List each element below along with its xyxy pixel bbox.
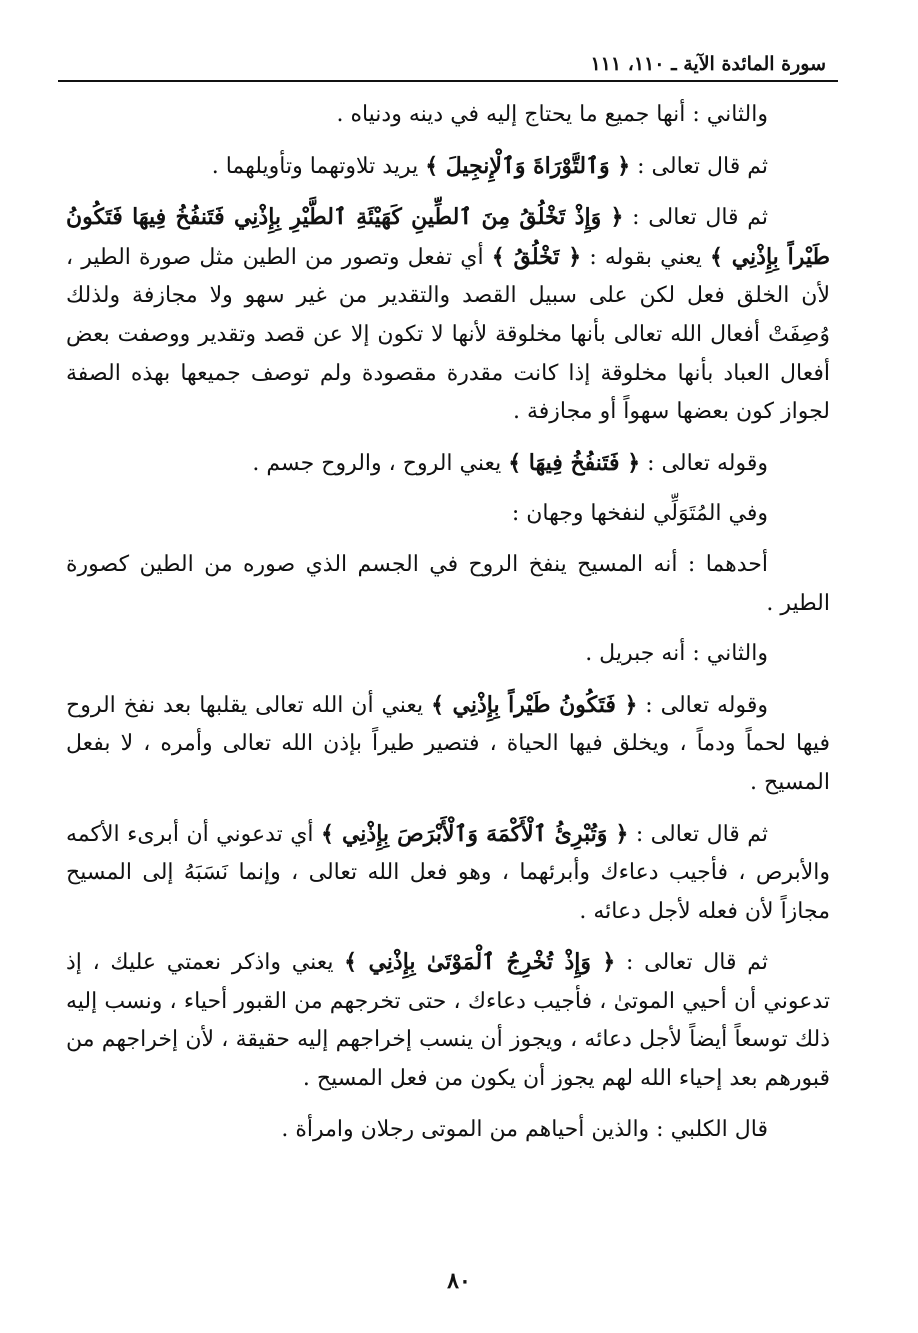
paragraph-text: وفي المُتَوَلِّي لنفخها وجهان :: [511, 501, 768, 527]
paragraph: [66, 546, 830, 623]
paragraph-text: ثم قال تعالى :: [615, 950, 768, 976]
quran-verse: ﴿ فَتَكُونُ طَيْراً بِإِذْنِي ﴾: [431, 691, 638, 718]
paragraph-text: وقوله تعالى :: [640, 450, 768, 476]
body-text: [66, 96, 830, 1161]
paragraph: [66, 1111, 830, 1150]
quran-verse: ﴿ تَخْلُقُ ﴾: [491, 243, 582, 270]
paragraph-text: يعني بقوله :: [581, 244, 710, 270]
paragraph-text: والثاني : أنه جبريل .: [585, 641, 768, 667]
paragraph-text: يعني أن الله تعالى يقلبها بعد نفخ الروح فيها لحماً ودماً ، ويخلق فيها الحياة ، فتصير طيراً بإذن الله تعالى وأمره ، لا بفعل المسيح .: [66, 692, 830, 795]
paragraph: [66, 444, 830, 484]
paragraph-text: ثم قال تعالى :: [628, 821, 768, 847]
running-header: سورة المائدة الآية ـ ١١٠، ١١١: [590, 53, 826, 75]
paragraph-text: يعني واذكر نعمتي عليك ، إذ تدعوني أن أحيي الموتىٰ ، فأجيب دعاءك ، حتى تخرجهم من القبور أحياء ، ونسب إليه ذلك توسعاً أيضاً لأجل دعائه ، ويجوز أن ينسب إخراجهم إليه حقيقة ، لأن إخراجهم من قبورهم بعد إحياء الله لهم يجوز أن يكون من فعل المسيح .: [66, 950, 830, 1092]
paragraph-text: وقوله تعالى :: [637, 692, 768, 718]
paragraph-text: أي تفعل وتصور من الطين مثل صورة الطير ، لأن الخلق فعل لكن على سبيل القصد والتقدير من غير سهو ولا مجازفة ولذلك وُصِفَتْ أفعال الله تعالى بأنها مخلوقة لأنها لا تكون إلا عن قصد وتقدير ووصفت بعض أفعال العباد بأنها مخلوقة إذا كانت مقدرة مقصودة ولم توصف جميعها بهذه الصفة لجواز كون بعضها سهواً أو مجازفة .: [66, 244, 830, 425]
paragraph: [66, 198, 830, 432]
paragraph-text: أحدهما : أنه المسيح ينفخ الروح في الجسم الذي صوره من الطين كصورة الطير .: [66, 551, 830, 616]
paragraph-text: ثم قال تعالى :: [630, 153, 768, 179]
quran-verse: ﴿ وَٱلتَّوْرَاةَ وَٱلْإِنجِيلَ ﴾: [425, 152, 631, 179]
quran-verse: ﴿ وَتُبْرِئُ ٱلْأَكْمَهَ وَٱلْأَبْرَصَ بِإِذْنِي ﴾: [320, 820, 629, 847]
paragraph: [66, 635, 830, 674]
paragraph-text: يعني الروح ، والروح جسم .: [252, 450, 509, 476]
quran-verse: ﴿ وَإِذْ تُخْرِجُ ٱلْمَوْتَىٰ بِإِذْنِي ﴾: [344, 949, 616, 976]
paragraph: [66, 686, 830, 803]
paragraph: [66, 147, 830, 187]
paragraph: [66, 943, 830, 1098]
paragraph: [66, 96, 830, 135]
paragraph: [66, 815, 830, 932]
paragraph-text: والثاني : أنها جميع ما يحتاج إليه في دينه ودنياه .: [336, 102, 768, 127]
paragraph: [66, 495, 830, 534]
quran-verse: ﴿ فَتَنفُخُ فِيهَا ﴾: [508, 449, 641, 476]
quran-verse: ﴿ وَإِذْ تَخْلُقُ مِنَ ٱلطِّينِ كَهَيْئَةِ ٱلطَّيْرِ بِإِذْنِي فَتَنفُخُ فِيهَا فَتَكُونُ طَيْراً بِإِذْنِي ﴾: [66, 204, 830, 270]
paragraph-text: ثم قال تعالى :: [623, 205, 768, 231]
paragraph-text: يريد تلاوتهما وتأويلهما .: [211, 153, 426, 179]
header-rule: [58, 80, 838, 82]
paragraph-text: قال الكلبي : والذين أحياهم من الموتى رجلان وامرأة .: [281, 1116, 768, 1142]
page-number: ٨٠: [447, 1268, 471, 1294]
paragraph-text: أي تدعوني أن أبرىء الأكمه والأبرص ، فأجيب دعاءك وأبرئهما ، وهو فعل الله تعالى ، وإنما نَسَبَهُ إلى المسيح مجازاً لأن فعله لأجل دعائه .: [66, 821, 830, 924]
